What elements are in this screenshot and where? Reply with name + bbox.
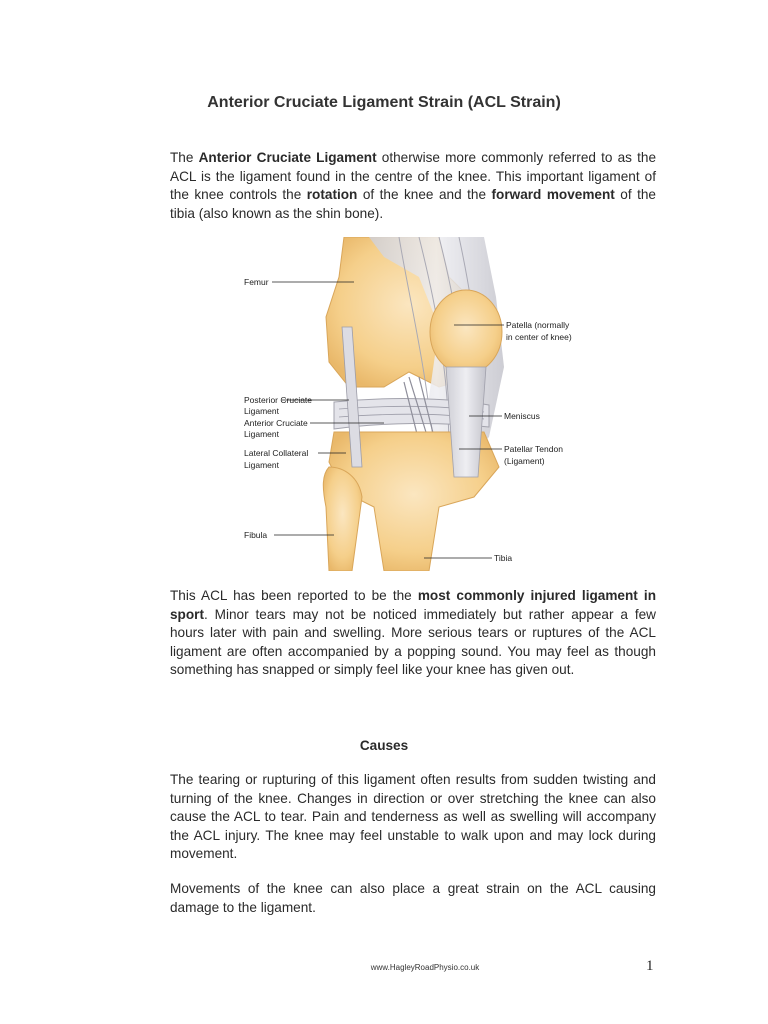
knee-anatomy-figure <box>234 237 596 571</box>
label-acl-2: Ligament <box>244 429 279 439</box>
intro-paragraph <box>170 149 656 223</box>
section-heading-causes: Causes <box>359 738 409 753</box>
intro-bold-acl: Anterior Cruciate Ligament <box>198 150 377 165</box>
label-pcl-2: Ligament <box>244 406 279 416</box>
movements-paragraph: Movements of the knee can also place a great strain on the ACL causing damage to the ligament. <box>170 881 656 915</box>
label-acl-1: Anterior Cruciate <box>244 418 308 428</box>
intro-text-4: of the tibia (also known as the shin bone). <box>170 187 656 221</box>
page-title: Anterior Cruciate Ligament Strain (ACL Strain) <box>207 94 561 111</box>
label-lcl-1: Lateral Collateral <box>244 448 309 458</box>
intro-text-2: otherwise more commonly referred to as the ACL is the ligament found in the centre of the knee. This important ligament of the knee controls the <box>170 150 657 202</box>
footer-url: www.HagleyRoadPhysio.co.uk <box>370 963 480 972</box>
label-pcl-1: Posterior Cruciate <box>244 395 313 405</box>
label-patella-1: Patella (normally <box>506 320 570 330</box>
injury-bold: most commonly injured ligament in sport <box>170 588 657 622</box>
label-meniscus: Meniscus <box>504 411 540 421</box>
intro-bold-forward: forward movement <box>491 187 615 202</box>
injury-paragraph <box>170 587 656 680</box>
intro-text-3: of the knee and the <box>357 187 492 202</box>
injury-text-1: This ACL has been reported to be the <box>170 588 418 603</box>
label-tendon-1: Patellar Tendon <box>504 444 563 454</box>
intro-bold-rotation: rotation <box>306 187 358 202</box>
intro-text-1: The <box>170 150 199 165</box>
causes-paragraph: The tearing or rupturing of this ligament often results from sudden twisting and turning of the knee. Changes in direction or over stretching the knee can also cause the ACL to tear. Pain and tenderness as well as swelling will accompany the ACL injury. The knee may feel unstable to walk upon and may lock during movement. <box>170 772 656 861</box>
knee-anatomy-illustration <box>234 237 596 571</box>
injury-text-2: . Minor tears may not be noticed immediately but rather appear a few hours later with pain and swelling. More serious tears or ruptures of the ACL ligament are often accompanied by a popping sound. You may feel as though something has snapped or simply feel like your knee has given out. <box>170 606 656 677</box>
label-femur: Femur <box>244 277 269 287</box>
label-patella-2: in center of knee) <box>506 332 572 342</box>
label-fibula: Fibula <box>244 530 268 540</box>
label-tendon-2: (Ligament) <box>504 456 545 466</box>
label-tibia: Tibia <box>494 553 513 563</box>
label-lcl-2: Ligament <box>244 460 279 470</box>
page-number: 1 <box>646 958 654 974</box>
